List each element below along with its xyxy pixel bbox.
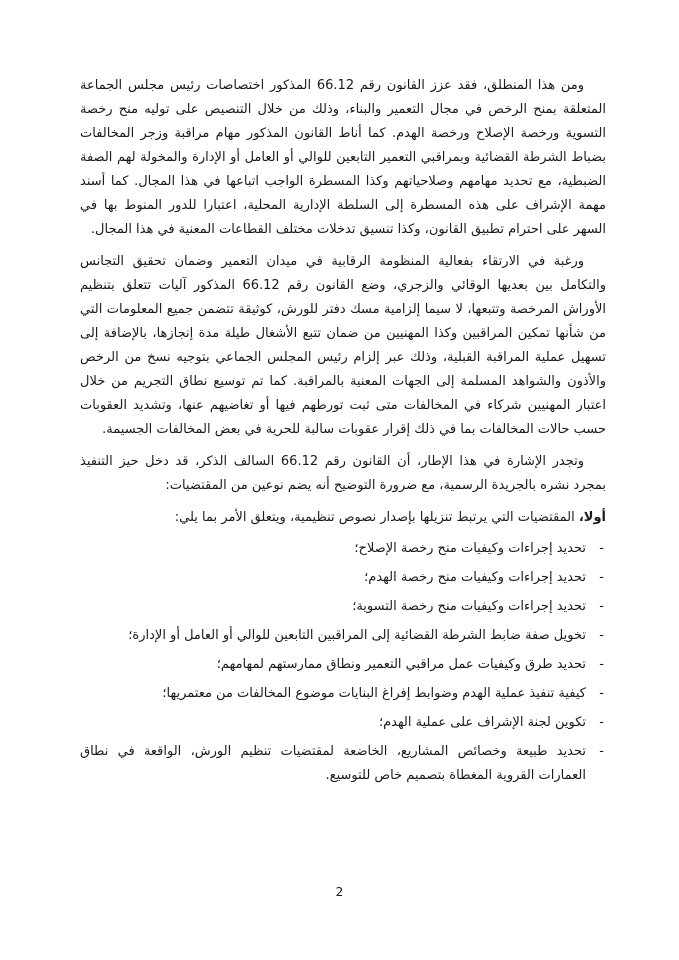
list-item-text: كيفية تنفيذ عملية الهدم وضوابط إفراغ البنايات موضوع المخالفات من معتمريها؛ xyxy=(162,686,586,701)
provisions-list xyxy=(80,537,606,788)
list-item xyxy=(80,653,606,677)
paragraph-3: وتجدر الإشارة في هذا الإطار، أن القانون رقم 66.12 السالف الذكر، قد دخل حيز التنفيذ بمجرد نشره بالجريدة الرسمية، مع ضرورة التوضيح أنه يضم نوعين من المقتضيات: xyxy=(80,454,606,493)
bullet-dash: - xyxy=(599,570,604,585)
list-item xyxy=(80,740,606,788)
document-body xyxy=(80,74,606,793)
list-item-text: تكوين لجنة الإشراف على عملية الهدم؛ xyxy=(378,715,586,730)
bullet-dash: - xyxy=(599,686,604,701)
list-item-text: تخويل صفة ضابط الشرطة القضائية إلى المراقبين التابعين للوالي أو العامل أو الإدارة؛ xyxy=(128,628,586,643)
first-provisions-heading xyxy=(80,506,606,530)
bullet-dash: - xyxy=(599,599,604,614)
list-item xyxy=(80,566,606,590)
page-number: 2 xyxy=(335,885,344,899)
bullet-dash: - xyxy=(599,744,604,759)
list-item xyxy=(80,711,606,735)
heading-text: المقتضيات التي يرتبط تنزيلها بإصدار نصوص تنظيمية، ويتعلق الأمر بما يلي: xyxy=(174,510,579,525)
list-item xyxy=(80,682,606,706)
list-item-text: تحديد إجراءات وكيفيات منح رخصة التسوية؛ xyxy=(352,599,586,614)
list-item xyxy=(80,537,606,561)
list-item-text: تحديد طرق وكيفيات عمل مراقبي التعمير ونطاق ممارستهم لمهامهم؛ xyxy=(216,657,586,672)
list-item xyxy=(80,595,606,619)
bullet-dash: - xyxy=(599,541,604,556)
bullet-dash: - xyxy=(599,715,604,730)
bullet-dash: - xyxy=(599,657,604,672)
list-item-text: تحديد إجراءات وكيفيات منح رخصة الإصلاح؛ xyxy=(354,541,586,556)
paragraph-2: ورغبة في الارتقاء بفعالية المنظومة الرقابية في ميدان التعمير وضمان تحقيق التجانس والتكامل بين بعديها الوقائي والزجري، وضع القانون رقم 66.12 المذكور آليات تتعلق بتنظيم الأوراش المرخصة وتتبعها، لا سيما إلزامية مسك دفتر للورش، كوثيقة تتضمن جميع المعلومات التي من شأنها تمكين المراقبين وكذا المهنيين من ضمان تتبع الأشغال طيلة مدة إنجازها، بالإضافة إلى تسهيل عملية المراقبة القبلية، وذلك عبر إلزام رئيس المجلس الجماعي بتوجيه نسخ من الرخص والأذون والشواهد المسلمة إلى الجهات المعنية بالمراقبة. كما تم توسيع نطاق التجريم من خلال اعتبار المهنيين شركاء في المخالفات متى ثبت تورطهم فيها أو تغاضيهم عنها، وتشديد العقوبات حسب حالات المخالفات بما في ذلك إقرار عقوبات سالبة للحرية في بعض المخالفات الجسيمة. xyxy=(80,254,606,437)
list-item-text: تحديد إجراءات وكيفيات منح رخصة الهدم؛ xyxy=(364,570,586,585)
list-item xyxy=(80,624,606,648)
paragraph-1: ومن هذا المنطلق، فقد عزز القانون رقم 66.12 المذكور اختصاصات رئيس مجلس الجماعة المتعلقة بمنح الرخص في مجال التعمير والبناء، وذلك من خلال التنصيص على توليه منح رخصة التسوية ورخصة الإصلاح ورخصة الهدم. كما أناط القانون المذكور مهام مراقبة وزجر المخالفات بضباط الشرطة القضائية وبمراقبي التعمير التابعين للوالي أو العامل أو الإدارة والمخولة لهم الصفة الضبطية، مع تحديد مهامهم وصلاحياتهم وكذا المسطرة الواجب اتباعها في هذا المجال. كما أسند مهمة الإشراف على هذه المسطرة إلى السلطة الإدارية المحلية، اعتبارا للدور المنوط بها في السهر على احترام تطبيق القانون، وكذا تنسيق تدخلات مختلف القطاعات المعنية في هذا المجال. xyxy=(80,78,606,237)
bullet-dash: - xyxy=(599,628,604,643)
heading-label: أولا، xyxy=(578,510,606,525)
list-item-text: تحديد طبيعة وخصائص المشاريع، الخاضعة لمقتضيات تنظيم الورش، الواقعة في نطاق العمارات القروية المغطاة بتصميم خاص للتوسيع. xyxy=(80,744,586,783)
